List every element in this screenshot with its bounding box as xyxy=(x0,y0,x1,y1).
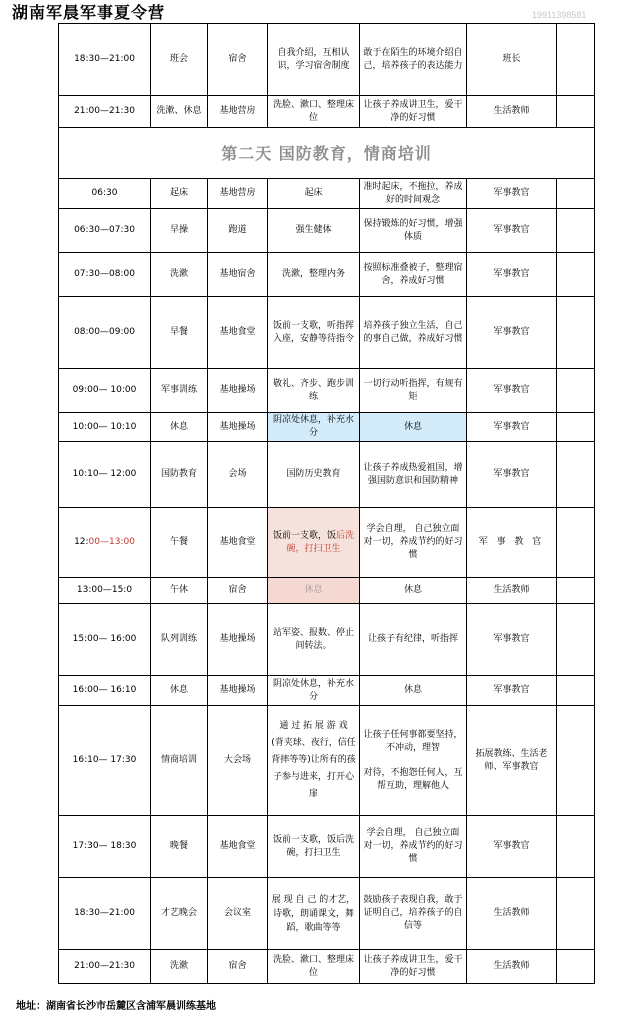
place-cell: 基地食堂 xyxy=(208,816,268,878)
blank-cell xyxy=(557,442,595,508)
goal-cell: 准时起床，不拖拉，养成好的时间观念 xyxy=(360,179,467,209)
goal-cell: 让孩子养成讲卫生，爱干净的好习惯 xyxy=(360,96,467,128)
activity-cell: 情商培训 xyxy=(151,706,208,816)
blank-cell xyxy=(557,24,595,96)
staff-cell: 军事教官 xyxy=(467,369,557,413)
content-cell: 洗漱，整理内务 xyxy=(268,253,360,297)
goal-cell: 让孩子有纪律，听指挥 xyxy=(360,604,467,676)
time-cell: 07:30—08:00 xyxy=(59,253,151,297)
place-cell: 大会场 xyxy=(208,706,268,816)
staff-cell: 生活教师 xyxy=(467,96,557,128)
goal-cell: 按照标准叠被子，整理宿舍，养成好习惯 xyxy=(360,253,467,297)
content-part-highlight: 后洗碗，打扫卫生 xyxy=(286,530,355,554)
blank-cell xyxy=(557,604,595,676)
day-header-row xyxy=(59,128,595,179)
content-cell xyxy=(268,508,360,578)
time-cell xyxy=(59,508,151,578)
table-row xyxy=(59,878,595,950)
staff-cell: 军事教官 xyxy=(467,179,557,209)
time-cell: 16:00— 16:10 xyxy=(59,676,151,706)
document-title: 湖南军晨军事夏令营 xyxy=(12,3,166,22)
place-cell: 宿舍 xyxy=(208,24,268,96)
content-part: (背夹球、夜行，信任背摔等等)让所有的孩子参与进来，打开心扉 xyxy=(271,738,356,799)
table-row xyxy=(59,508,595,578)
content-cell: 强生健体 xyxy=(268,209,360,253)
goal-cell: 让孩子养成热爱祖国，增强国防意识和国防精神 xyxy=(360,442,467,508)
content-cell: 洗脸、漱口、整理床位 xyxy=(268,96,360,128)
activity-cell: 休息 xyxy=(151,413,208,442)
goal-cell: 保持锻炼的好习惯，增强体质 xyxy=(360,209,467,253)
blank-cell xyxy=(557,508,595,578)
staff-cell: 班长 xyxy=(467,24,557,96)
staff-cell: 军事教官 xyxy=(467,253,557,297)
time-cell: 09:00— 10:00 xyxy=(59,369,151,413)
blank-cell xyxy=(557,369,595,413)
goal-cell: 学会自理， 自己独立面对一切，养成节约的好习惯 xyxy=(360,508,467,578)
goal-cell: 一切行动听指挥，有规有矩 xyxy=(360,369,467,413)
table-row xyxy=(59,604,595,676)
place-cell: 会场 xyxy=(208,442,268,508)
time-cell: 08:00—09:00 xyxy=(59,297,151,369)
table-row xyxy=(59,413,595,442)
goal-cell: 鼓励孩子表现自我，敢于证明自己，培养孩子的自信等 xyxy=(360,878,467,950)
address-footer: 地址：湖南省长沙市岳麓区含浦军晨训练基地 xyxy=(16,1001,216,1012)
time-cell: 18:30—21:00 xyxy=(59,878,151,950)
activity-cell: 洗漱 xyxy=(151,950,208,984)
day-header: 第二天 国防教育，情商培训 xyxy=(59,128,595,179)
staff-cell: 军事教官 xyxy=(467,297,557,369)
table-row xyxy=(59,209,595,253)
blank-cell xyxy=(557,413,595,442)
table-row xyxy=(59,369,595,413)
staff-cell: 军事教官 xyxy=(467,676,557,706)
place-cell: 基地食堂 xyxy=(208,297,268,369)
time-cell: 06:30—07:30 xyxy=(59,209,151,253)
activity-cell: 午餐 xyxy=(151,508,208,578)
activity-cell: 起床 xyxy=(151,179,208,209)
blank-cell xyxy=(557,950,595,984)
place-cell: 基地操场 xyxy=(208,604,268,676)
staff-cell: 军事教官 xyxy=(467,442,557,508)
table-row xyxy=(59,442,595,508)
content-cell: 展 现 自 己 的才艺，诗歌，朗诵课文，舞蹈，歌曲等等 xyxy=(268,878,360,950)
schedule-table xyxy=(58,23,595,984)
activity-cell: 休息 xyxy=(151,676,208,706)
content-part: 通 过 拓 展 游 戏 xyxy=(279,721,348,731)
content-cell: 饭前一支歌，饭后洗碗，打扫卫生 xyxy=(268,816,360,878)
time-part: 12: xyxy=(74,537,89,547)
activity-cell: 早餐 xyxy=(151,297,208,369)
time-cell: 21:00—21:30 xyxy=(59,96,151,128)
content-cell: 休息 xyxy=(268,578,360,604)
place-cell: 跑道 xyxy=(208,209,268,253)
goal-part: 让孩子任何事都要坚持，不冲动，理智 xyxy=(363,729,463,753)
staff-cell: 军事教官 xyxy=(467,209,557,253)
goal-cell: 休息 xyxy=(360,578,467,604)
blank-cell xyxy=(557,878,595,950)
blank-cell xyxy=(557,297,595,369)
time-cell: 18:30—21:00 xyxy=(59,24,151,96)
blank-cell xyxy=(557,816,595,878)
time-cell: 13:00—15:0 xyxy=(59,578,151,604)
table-row xyxy=(59,179,595,209)
goal-cell: 学会自理， 自己独立面对一切，养成节约的好习惯 xyxy=(360,816,467,878)
table-row xyxy=(59,297,595,369)
activity-cell: 早操 xyxy=(151,209,208,253)
staff-cell: 军事教官 xyxy=(467,604,557,676)
blank-cell xyxy=(557,96,595,128)
content-cell: 自我介绍，互相认识，学习宿舍制度 xyxy=(268,24,360,96)
place-cell: 基地宿舍 xyxy=(208,253,268,297)
place-cell: 基地操场 xyxy=(208,413,268,442)
time-part-highlight: 00—13:00 xyxy=(88,537,135,547)
activity-cell: 才艺晚会 xyxy=(151,878,208,950)
blank-cell xyxy=(557,578,595,604)
goal-cell: 休息 xyxy=(360,413,467,442)
time-cell: 06:30 xyxy=(59,179,151,209)
content-cell: 敬礼、齐步、跑步训练 xyxy=(268,369,360,413)
activity-cell: 午休 xyxy=(151,578,208,604)
goal-cell: 培养孩子独立生活，自己的事自己做，养成好习惯 xyxy=(360,297,467,369)
staff-cell: 生活教师 xyxy=(467,578,557,604)
content-cell: 阴凉处休息，补充水分 xyxy=(268,413,360,442)
staff-cell: 拓展教练、生活老师、军事教官 xyxy=(467,706,557,816)
place-cell: 宿舍 xyxy=(208,578,268,604)
content-cell: 国防历史教育 xyxy=(268,442,360,508)
staff-cell: 军事教官 xyxy=(467,816,557,878)
content-cell: 饭前一支歌，听指挥入座，安静等待指令 xyxy=(268,297,360,369)
place-cell: 会议室 xyxy=(208,878,268,950)
activity-cell: 晚餐 xyxy=(151,816,208,878)
blank-cell xyxy=(557,676,595,706)
table-row xyxy=(59,950,595,984)
goal-part: 对待，不抱怨任何人，互帮互助，理解他人 xyxy=(363,767,463,791)
place-cell: 基地操场 xyxy=(208,676,268,706)
staff-cell: 生活教师 xyxy=(467,950,557,984)
place-cell: 基地营房 xyxy=(208,96,268,128)
place-cell: 基地食堂 xyxy=(208,508,268,578)
content-part: 饭前一支歌，饭 xyxy=(272,530,336,541)
time-cell: 21:00—21:30 xyxy=(59,950,151,984)
content-cell xyxy=(268,706,360,816)
blank-cell xyxy=(557,209,595,253)
activity-cell: 军事训练 xyxy=(151,369,208,413)
time-cell: 16:10— 17:30 xyxy=(59,706,151,816)
activity-cell: 洗漱、休息 xyxy=(151,96,208,128)
table-row xyxy=(59,253,595,297)
activity-cell: 队列训练 xyxy=(151,604,208,676)
time-cell: 17:30— 18:30 xyxy=(59,816,151,878)
goal-cell: 让孩子养成讲卫生，爱干净的好习惯 xyxy=(360,950,467,984)
activity-cell: 洗漱 xyxy=(151,253,208,297)
table-row xyxy=(59,676,595,706)
staff-cell: 生活教师 xyxy=(467,878,557,950)
phone-number: 19911398581 xyxy=(532,10,587,20)
content-cell: 洗脸、漱口、整理床位 xyxy=(268,950,360,984)
time-cell: 15:00— 16:00 xyxy=(59,604,151,676)
place-cell: 基地营房 xyxy=(208,179,268,209)
blank-cell xyxy=(557,253,595,297)
activity-cell: 国防教育 xyxy=(151,442,208,508)
place-cell: 基地操场 xyxy=(208,369,268,413)
table-row xyxy=(59,578,595,604)
time-cell: 10:10— 12:00 xyxy=(59,442,151,508)
content-cell: 起床 xyxy=(268,179,360,209)
goal-cell: 休息 xyxy=(360,676,467,706)
blank-cell xyxy=(557,706,595,816)
table-row xyxy=(59,706,595,816)
blank-cell xyxy=(557,179,595,209)
goal-cell xyxy=(360,706,467,816)
table-row xyxy=(59,96,595,128)
place-cell: 宿舍 xyxy=(208,950,268,984)
goal-cell: 敢于在陌生的环境介绍自己，培养孩子的表达能力 xyxy=(360,24,467,96)
table-row xyxy=(59,24,595,96)
staff-cell: 军事教官 xyxy=(467,413,557,442)
content-cell: 阴凉处休息，补充水分 xyxy=(268,676,360,706)
activity-cell: 班会 xyxy=(151,24,208,96)
staff-cell: 军 事 教 官 xyxy=(467,508,557,578)
time-cell: 10:00— 10:10 xyxy=(59,413,151,442)
table-row xyxy=(59,816,595,878)
content-cell: 站军姿、报数、停止间转法。 xyxy=(268,604,360,676)
